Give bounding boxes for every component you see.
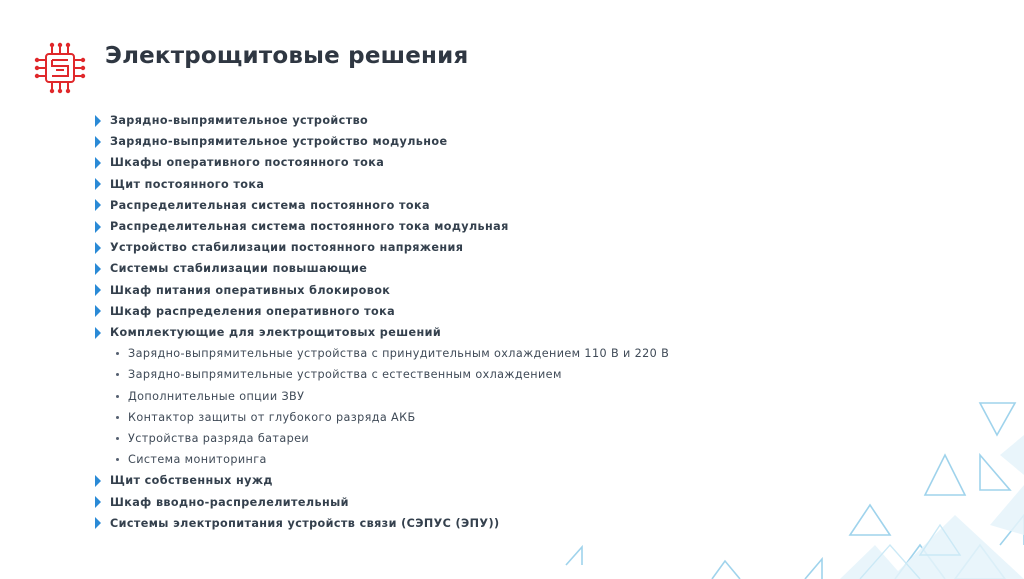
list-item: Зарядно-выпрямительное устройство модульное [0,131,720,152]
list-item: Шкаф распределения оперативного тока [0,301,720,322]
sub-list-item: Зарядно-выпрямительные устройства с принудительным охлаждением 110 В и 220 В [0,343,720,364]
triangle-bullet-icon [95,199,101,211]
triangle-bullet-icon [95,327,101,339]
sub-list-item: Контактор защиты от глубокого разряда АКБ [0,407,720,428]
sub-list-item: Зарядно-выпрямительные устройства с естественным охлаждением [0,364,720,385]
triangle-bullet-icon [95,178,101,190]
dot-bullet-icon [116,437,119,440]
list-item: Шкаф вводно-распрелелительный [0,492,720,513]
circuit-board-icon [32,40,88,96]
triangle-bullet-icon [95,242,101,254]
list-item: Устройство стабилизации постоянного напряжения [0,237,720,258]
triangle-bullet-icon [95,115,101,127]
list-item: Распределительная система постоянного тока [0,195,720,216]
sub-list-item: Дополнительные опции ЗВУ [0,386,720,407]
sub-list-item: Устройства разряда батареи [0,428,720,449]
dot-bullet-icon [116,352,119,355]
triangle-bullet-icon [95,263,101,275]
dot-bullet-icon [116,395,119,398]
list-item: Системы стабилизации повышающие [0,258,720,279]
triangle-bullet-icon [95,475,101,487]
list-item: Щит собственных нужд [0,470,720,491]
list-item: Шкафы оперативного постоянного тока [0,152,720,173]
list-item: Системы электропитания устройств связи (СЭПУС (ЭПУ)) [0,513,720,534]
triangle-bullet-icon [95,496,101,508]
dot-bullet-icon [116,416,119,419]
page-title: Электрощитовые решения [105,43,469,69]
list-item: Зарядно-выпрямительное устройство [0,110,720,131]
triangle-bullet-icon [95,157,101,169]
list-item: Шкаф питания оперативных блокировок [0,280,720,301]
triangle-bullet-icon [95,136,101,148]
triangle-bullet-icon [95,517,101,529]
triangle-bullet-icon [95,284,101,296]
triangle-bullet-icon [95,305,101,317]
list-item: Комплектующие для электрощитовых решений [0,322,720,343]
list-item: Щит постоянного тока [0,174,720,195]
list-item: Распределительная система постоянного тока модульная [0,216,720,237]
dot-bullet-icon [116,373,119,376]
triangle-pattern-decoration [560,395,1024,579]
sub-list-item: Система мониторинга [0,449,720,470]
triangle-bullet-icon [95,221,101,233]
dot-bullet-icon [116,458,119,461]
